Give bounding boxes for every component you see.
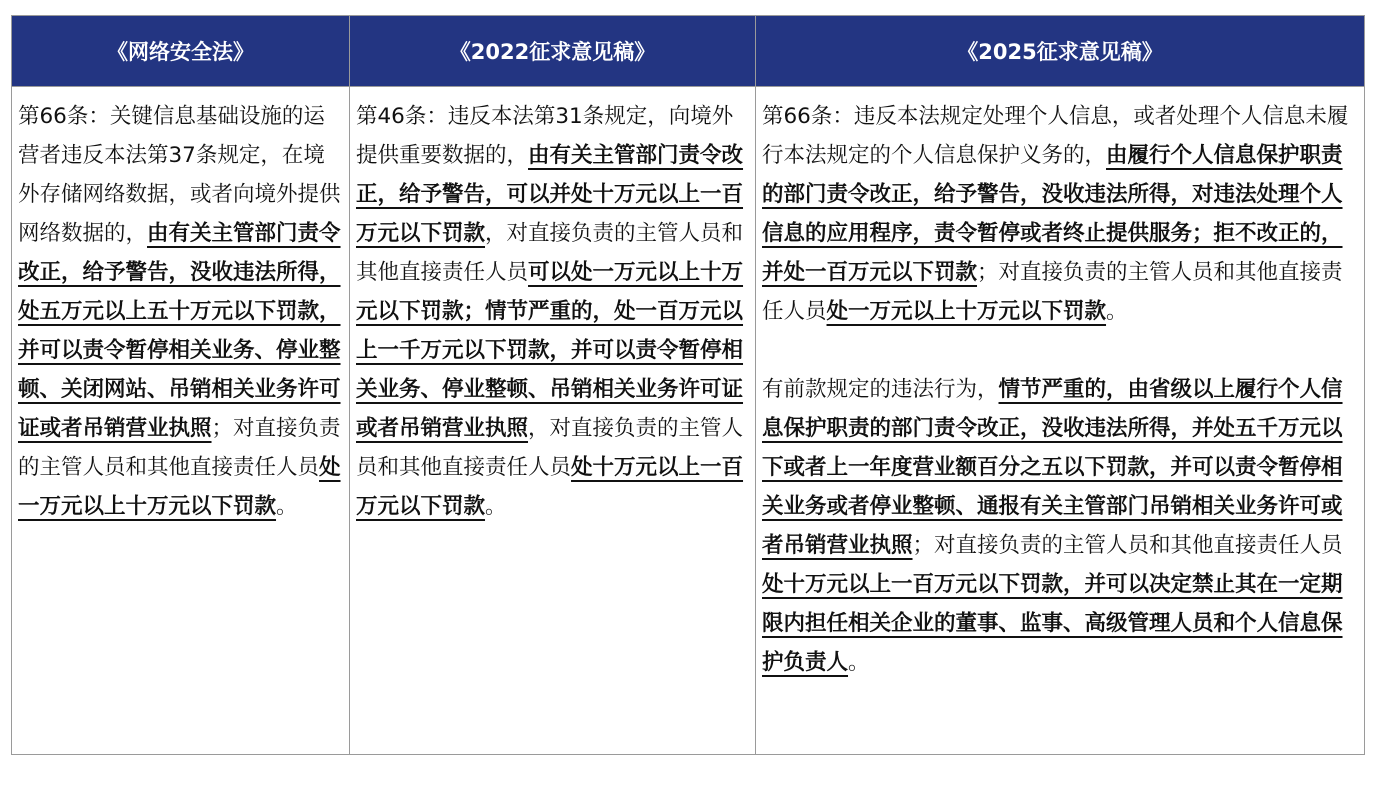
- text-segment: 第66条：违反本法规定处理个人信息，或者处理个人信息未履行本法规定的个人信息保护义务的，: [762, 104, 1349, 168]
- text-segment: 由有关主管部门责令改正，给予警告，没收违法所得，处五万元以上五十万元以下罚款，并可以责令暂停相关业务、停业整顿、关闭网站、吊销相关业务许可证或者吊销营业执照: [18, 221, 341, 441]
- content-row: [12, 87, 1365, 755]
- text-segment: ，对直接负责的主管人员和其他直接责任人员: [356, 416, 744, 480]
- text-segment: 由有关主管部门责令改正，给予警告，可以并处十万元以上一百万元以下罚款: [356, 143, 744, 246]
- cell-cybersecurity-law: [12, 87, 350, 755]
- paragraph: [18, 97, 343, 526]
- text-segment: 。: [848, 650, 870, 675]
- paragraph: [762, 370, 1358, 682]
- text-segment: 处一万元以上十万元以下罚款: [826, 299, 1107, 324]
- text-segment: 处十万元以上一百万元以下罚款，并可以决定禁止其在一定期限内担任相关企业的董事、监事、高级管理人员和个人信息保护负责人: [762, 572, 1343, 675]
- text-segment: 。: [276, 494, 298, 519]
- text-segment: 第66条：关键信息基础设施的运营者违反本法第37条规定，在境外存储网络数据，或者向境外提供网络数据的，: [18, 104, 341, 246]
- text-segment: ；对直接负责的主管人员和其他直接责任人员: [912, 533, 1343, 558]
- text-segment: 处一万元以上十万元以下罚款: [18, 455, 341, 519]
- paragraph: [356, 97, 749, 526]
- cell-2025-draft: [756, 87, 1365, 755]
- text-segment: ；对直接负责的主管人员和其他直接责任人员: [762, 260, 1343, 324]
- text-segment: 。: [485, 494, 507, 519]
- text-segment: ，对直接负责的主管人员和其他直接责任人员: [356, 221, 744, 285]
- law-comparison-table: [11, 15, 1365, 755]
- text-segment: 。: [1106, 299, 1128, 324]
- header-2022-draft: 《2022征求意见稿》: [350, 16, 756, 87]
- text-segment: ；对直接负责的主管人员和其他直接责任人员: [18, 416, 341, 480]
- text-segment: 处十万元以上一百万元以下罚款: [356, 455, 744, 519]
- text-segment: 可以处一万元以上十万元以下罚款；情节严重的，处一百万元以上一千万元以下罚款，并可以责令暂停相关业务、停业整顿、吊销相关业务许可证或者吊销营业执照: [356, 260, 744, 441]
- text-segment: 有前款规定的违法行为，: [762, 377, 999, 402]
- text-segment: 由履行个人信息保护职责的部门责令改正，给予警告，没收违法所得，对违法处理个人信息的应用程序，责令暂停或者终止提供服务；拒不改正的，并处一百万元以下罚款: [762, 143, 1343, 285]
- header-2025-draft: 《2025征求意见稿》: [756, 16, 1365, 87]
- text-segment: 第46条：违反本法第31条规定，向境外提供重要数据的，: [356, 104, 734, 168]
- header-cybersecurity-law: 《网络安全法》: [12, 16, 350, 87]
- cell-2022-draft: [350, 87, 756, 755]
- paragraph: [762, 97, 1358, 331]
- header-row: [12, 16, 1365, 87]
- text-segment: 情节严重的，由省级以上履行个人信息保护职责的部门责令改正，没收违法所得，并处五千万元以下或者上一年度营业额百分之五以下罚款，并可以责令暂停相关业务或者停业整顿、通报有关主管部门吊销相关业务许可或者吊销营业执照: [762, 377, 1343, 558]
